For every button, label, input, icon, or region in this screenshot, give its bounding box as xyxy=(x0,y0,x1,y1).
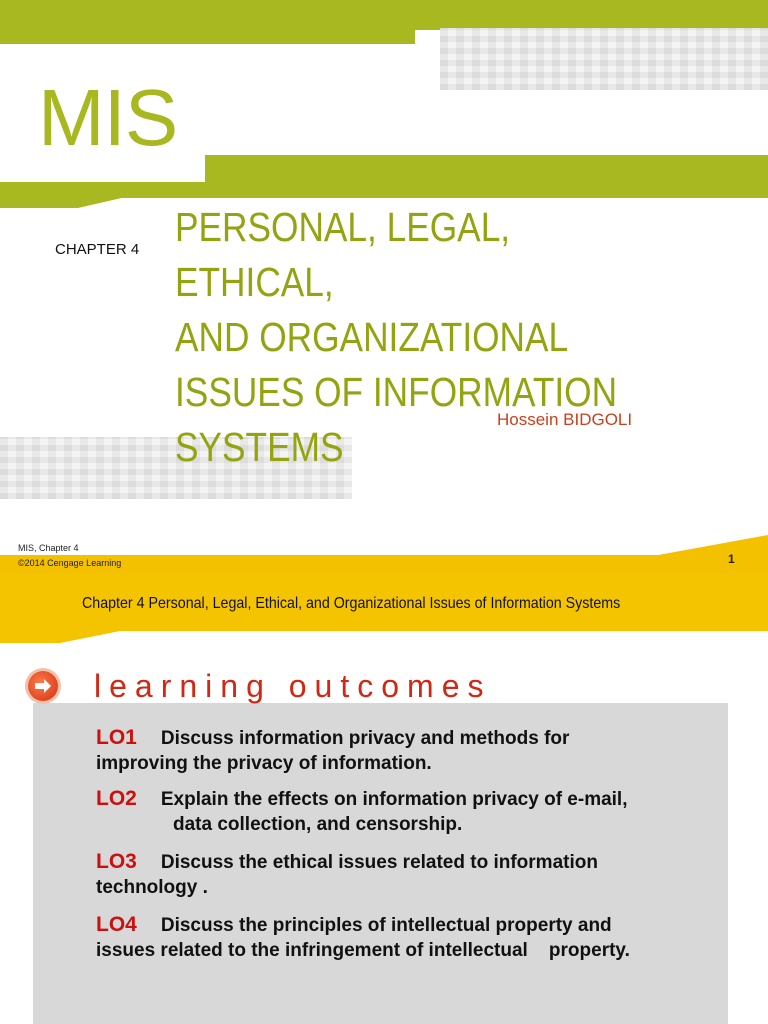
arrow-circle-icon xyxy=(28,671,58,701)
header-title: Chapter 4 Personal, Legal, Ethical, and Organizational Issues of Information Systems xyxy=(82,595,621,612)
middle-olive-bar-lower xyxy=(0,182,768,198)
outcome-text: Discuss information privacy and methods for xyxy=(160,728,570,749)
outcome-code: LO3 xyxy=(96,850,137,873)
outcome-text-cont: issues related to the infringement of intellectual property. xyxy=(96,940,630,961)
outcome-text-cont: technology . xyxy=(96,877,208,898)
outcome-text: Discuss the ethical issues related to information xyxy=(160,852,598,873)
mis-title: MIS xyxy=(38,73,178,162)
checker-decoration-top xyxy=(440,28,768,90)
page-number: 1 xyxy=(728,552,735,566)
title-line-2: AND ORGANIZATIONAL xyxy=(175,314,569,360)
outcome-code: LO2 xyxy=(96,787,137,810)
outcome-item xyxy=(96,786,736,837)
footer-course: MIS, Chapter 4 xyxy=(18,543,79,553)
outcome-item xyxy=(96,725,736,776)
outcome-item xyxy=(96,912,736,963)
title-line-1: PERSONAL, LEGAL, ETHICAL, xyxy=(175,204,511,305)
top-olive-bar-ext xyxy=(0,30,415,44)
outcomes-heading: learning outcomes xyxy=(94,668,492,704)
footer-copyright: ©2014 Cengage Learning xyxy=(18,558,122,568)
header-notch xyxy=(0,631,120,643)
outcome-text: Explain the effects on information privacy of e-mail, xyxy=(160,789,628,810)
outcome-code: LO4 xyxy=(96,913,137,936)
title-line-4: SYSTEMS xyxy=(175,424,344,470)
outcome-text-cont: data collection, and censorship. xyxy=(173,814,463,835)
top-olive-bar xyxy=(0,0,768,30)
outcome-item xyxy=(96,849,736,900)
outcomes-slide xyxy=(0,573,768,1024)
chapter-label: CHAPTER 4 xyxy=(55,241,140,258)
outcome-text-cont: improving the privacy of information. xyxy=(96,753,432,774)
slide-title xyxy=(175,200,674,475)
title-line-3: ISSUES OF INFORMATION xyxy=(175,369,618,415)
outcome-text: Discuss the principles of intellectual property and xyxy=(160,915,612,936)
outcome-code: LO1 xyxy=(96,726,137,749)
middle-olive-notch xyxy=(0,196,130,208)
author-name: Hossein BIDGOLI xyxy=(497,410,633,429)
